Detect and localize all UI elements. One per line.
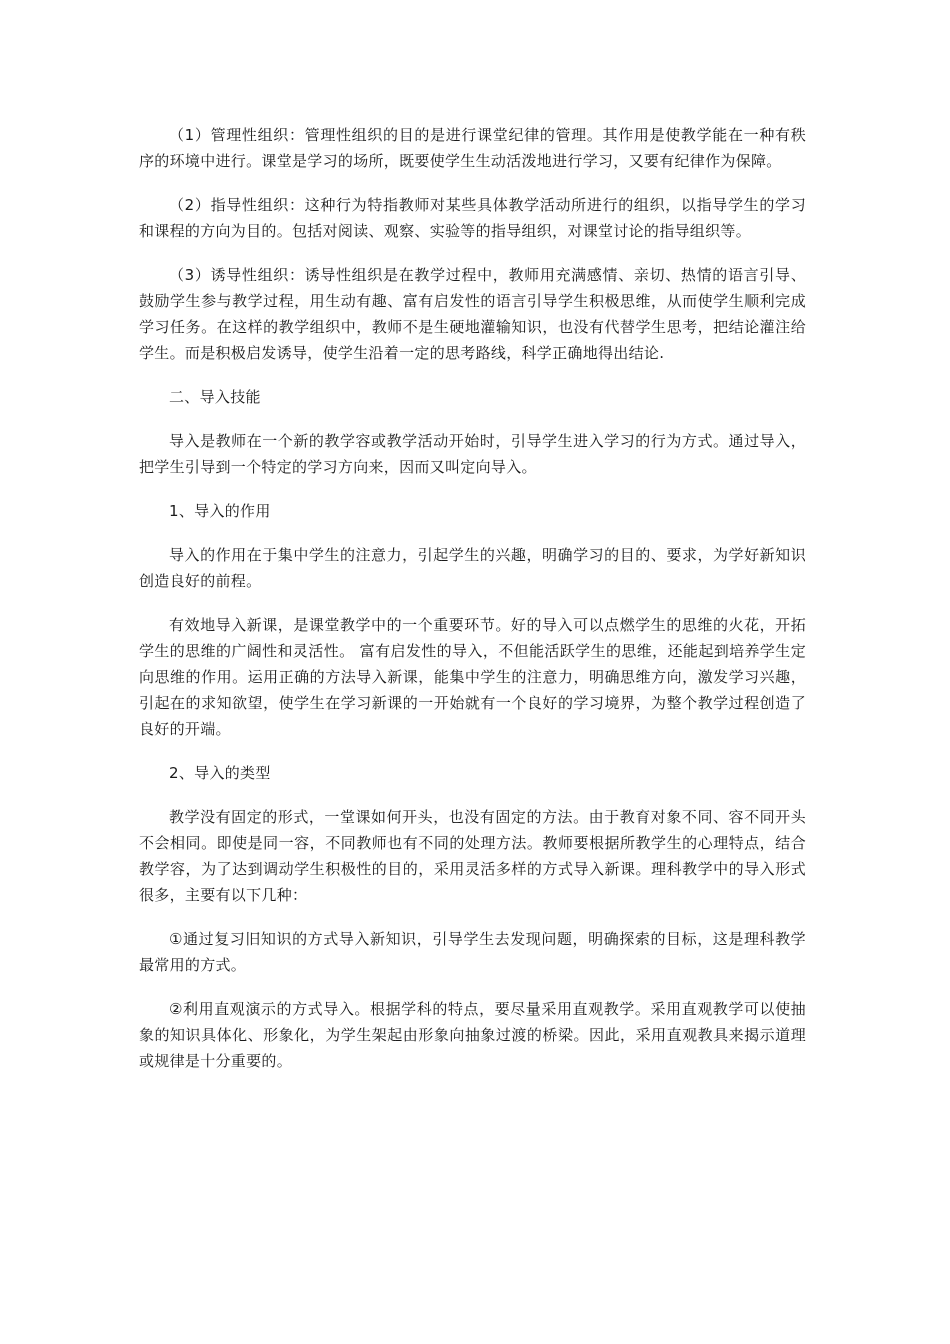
subheading-introduction-function: 1、导入的作用	[169, 502, 271, 520]
paragraph-management-organization: （1）管理性组织：管理性组织的目的是进行课堂纪律的管理。其作用是使教学能在一种有秩序的环境中进行。课堂是学习的场所，既要使学生生动活泼地进行学习，又要有纪律作为保障。	[139, 126, 806, 170]
paragraph-review-introduction: ①通过复习旧知识的方式导入新知识，引导学生去发现问题，明确探索的目标，这是理科教学最常用的方式。	[139, 930, 806, 974]
section-heading-introduction-skill: 二、导入技能	[169, 388, 261, 406]
paragraph-introduction-function: 导入的作用在于集中学生的注意力，引起学生的兴趣，明确学习的目的、要求，为学好新知识创造良好的前程。	[139, 546, 806, 590]
paragraph-demonstration-introduction: ②利用直观演示的方式导入。根据学科的特点，要尽量采用直观教学。采用直观教学可以使抽象的知识具体化、形象化，为学生架起由形象向抽象过渡的桥梁。因此，采用直观教具来揭示道理或规律是十分重要的。	[139, 1000, 806, 1070]
paragraph-effective-introduction: 有效地导入新课，是课堂教学中的一个重要环节。好的导入可以点燃学生的思维的火花，开拓学生的思维的广阔性和灵活性。 富有启发性的导入，不但能活跃学生的思维，还能起到培养学生定向思维的作用。运用正确的方法导入新课，能集中学生的注意力，明确思维方向，激发学习兴趣，引起在的求知欲望，使学生在学习新课的一开始就有一个良好的学习境界，为整个教学过程创造了良好的开端。	[139, 616, 806, 738]
subheading-introduction-types: 2、导入的类型	[169, 764, 271, 782]
paragraph-introduction-types: 教学没有固定的形式，一堂课如何开头，也没有固定的方法。由于教育对象不同、容不同开头不会相同。即使是同一容，不同教师也有不同的处理方法。教师要根据所教学生的心理特点，结合教学容，为了达到调动学生积极性的目的，采用灵活多样的方式导入新课。理科教学中的导入形式很多，主要有以下几种：	[139, 808, 806, 904]
paragraph-introduction-definition: 导入是教师在一个新的教学容或教学活动开始时，引导学生进入学习的行为方式。通过导入，把学生引导到一个特定的学习方向来，因而又叫定向导入。	[139, 432, 806, 476]
paragraph-inducement-organization: （3）诱导性组织：诱导性组织是在教学过程中，教师用充满感情、亲切、热情的语言引导、鼓励学生参与教学过程，用生动有趣、富有启发性的语言引导学生积极思维，从而使学生顺利完成学习任务。在这样的教学组织中，教师不是生硬地灌输知识，也没有代替学生思考，把结论灌注给学生。而是积极启发诱导，使学生沿着一定的思考路线，科学正确地得出结论.	[139, 266, 806, 362]
paragraph-guidance-organization: （2）指导性组织：这种行为特指教师对某些具体教学活动所进行的组织，以指导学生的学习和课程的方向为目的。包括对阅读、观察、实验等的指导组织，对课堂讨论的指导组织等。	[139, 196, 806, 240]
document-page	[139, 122, 806, 1092]
